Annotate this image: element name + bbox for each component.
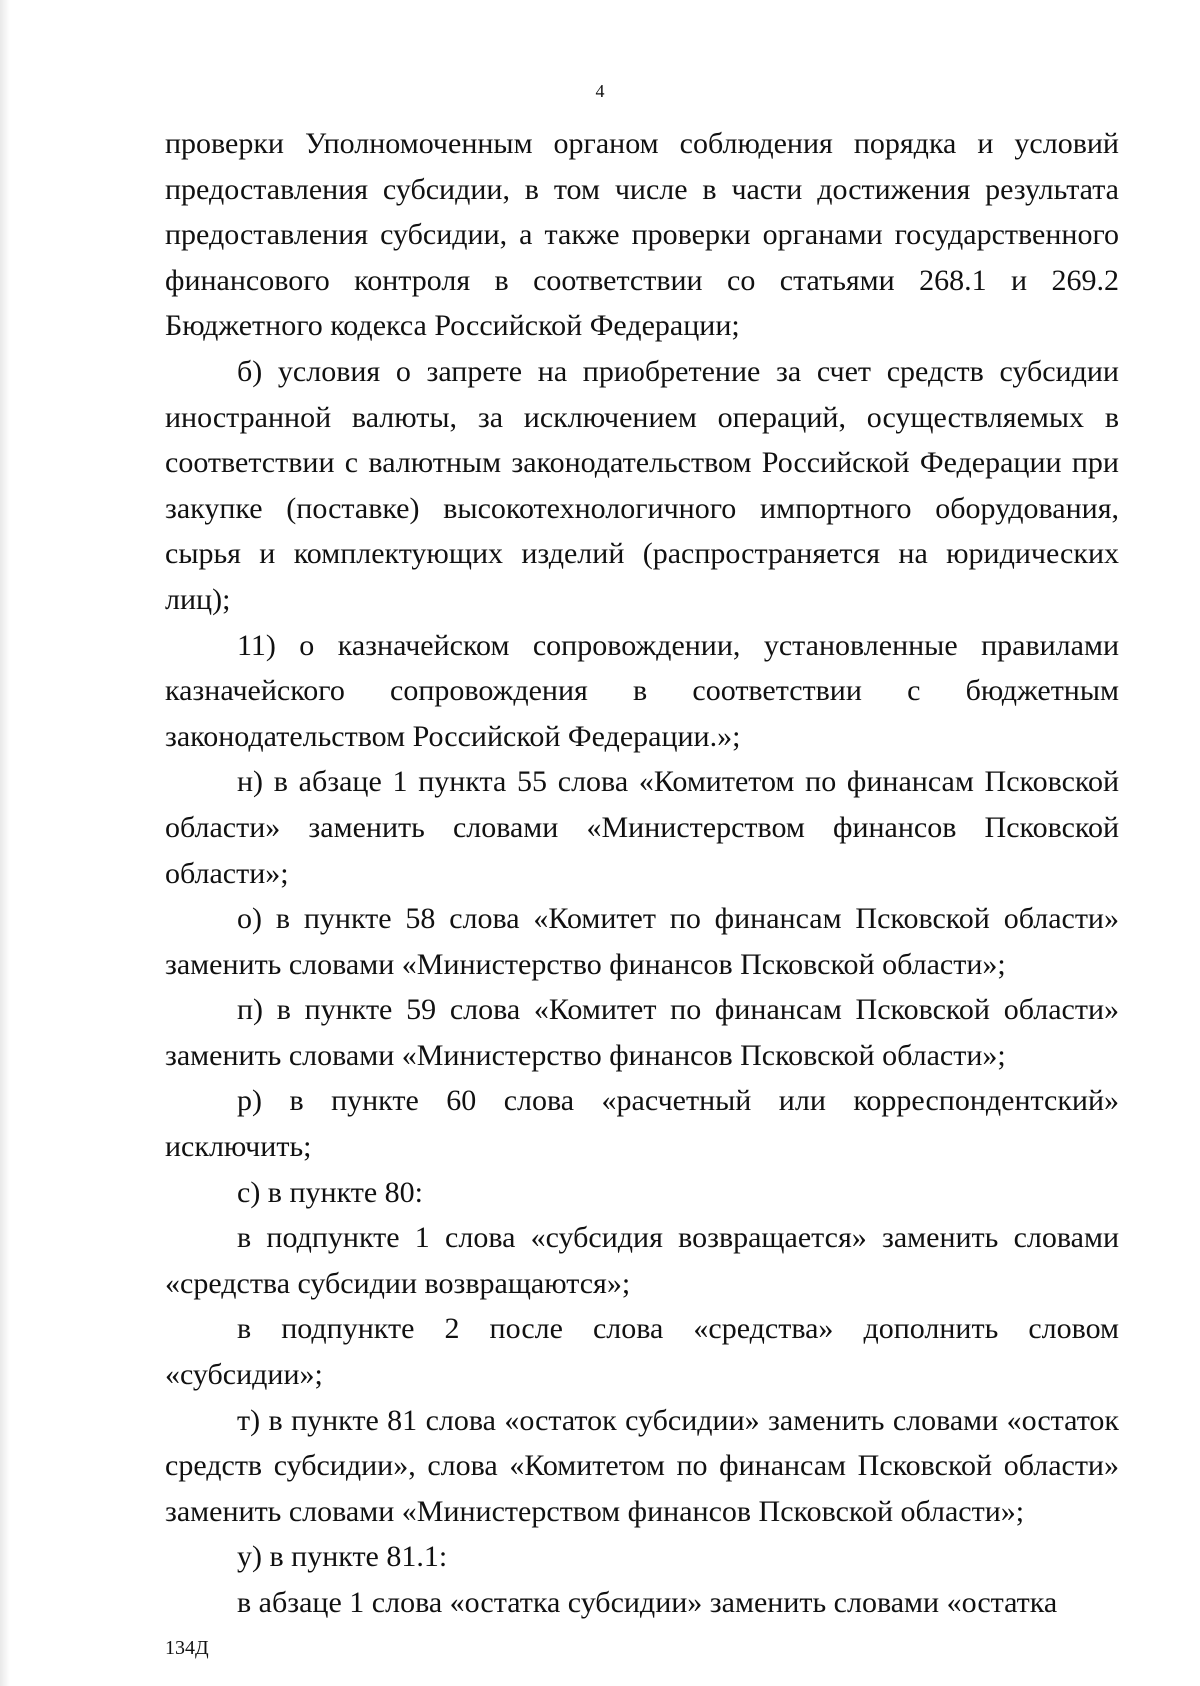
footer-code: 134Д (165, 1637, 209, 1659)
paragraph-item-11: 11) о казначейском сопровождении, установленные правилами казначейского сопровождения в соответствии с бюджетным законодательством Российской Федерации.»; (165, 628, 1119, 753)
paragraph-item-s: с) в пункте 80: (237, 1175, 424, 1209)
paragraph-item-r: р) в пункте 60 слова «расчетный или корреспондентский» исключить; (165, 1084, 1119, 1164)
paragraph-subitem-2: в подпункте 2 после слова «средства» дополнить словом «субсидии»; (165, 1312, 1119, 1392)
paragraph-item-o: о) в пункте 58 слова «Комитет по финансам Псковской области» заменить словами «Министерство финансов Псковской области»; (165, 902, 1119, 981)
paragraph-continuation: проверки Уполномоченным органом соблюдения порядка и условий предоставления субсидии, в том числе в части достижения результата предоставления субсидии, а также проверки органами государственного финансового контроля в соответствии со статьями 268.1 и 269.2 Бюджетного кодекса Российской Федерации; (165, 127, 1119, 343)
paragraph-abzac-1: в абзаце 1 слова «остатка субсидии» заменить словами «остатка (237, 1586, 1058, 1619)
paragraph-item-p: п) в пункте 59 слова «Комитет по финансам Псковской области» заменить словами «Министерство финансов Псковской области»; (165, 993, 1119, 1072)
paragraph-item-n: н) в абзаце 1 пункта 55 слова «Комитетом по финансам Псковской области» заменить словами «Министерством финансов Псковской области»; (165, 765, 1119, 890)
document-body (165, 121, 1119, 1626)
page-number: 4 (595, 81, 605, 101)
paragraph-subitem-1: в подпункте 1 слова «субсидия возвращается» заменить словами «средства субсидии возвращаются»; (165, 1221, 1119, 1300)
paragraph-item-t: т) в пункте 81 слова «остаток субсидии» заменить словами «остаток средств субсидии», слова «Комитетом по финансам Псковской области» заменить словами «Министерством финансов Псковской области»; (165, 1403, 1119, 1528)
paragraph-item-b: б) условия о запрете на приобретение за счет средств субсидии иностранной валюты, за исключением операций, осуществляемых в соответствии с валютным законодательством Российской Федерации при закупке (поставке) высокотехнологичного импортного оборудования, сырья и комплектующих изделий (распространяется на юридических лиц); (165, 354, 1119, 616)
paragraph-item-u: у) в пункте 81.1: (237, 1540, 448, 1574)
scan-edge (0, 0, 10, 1686)
